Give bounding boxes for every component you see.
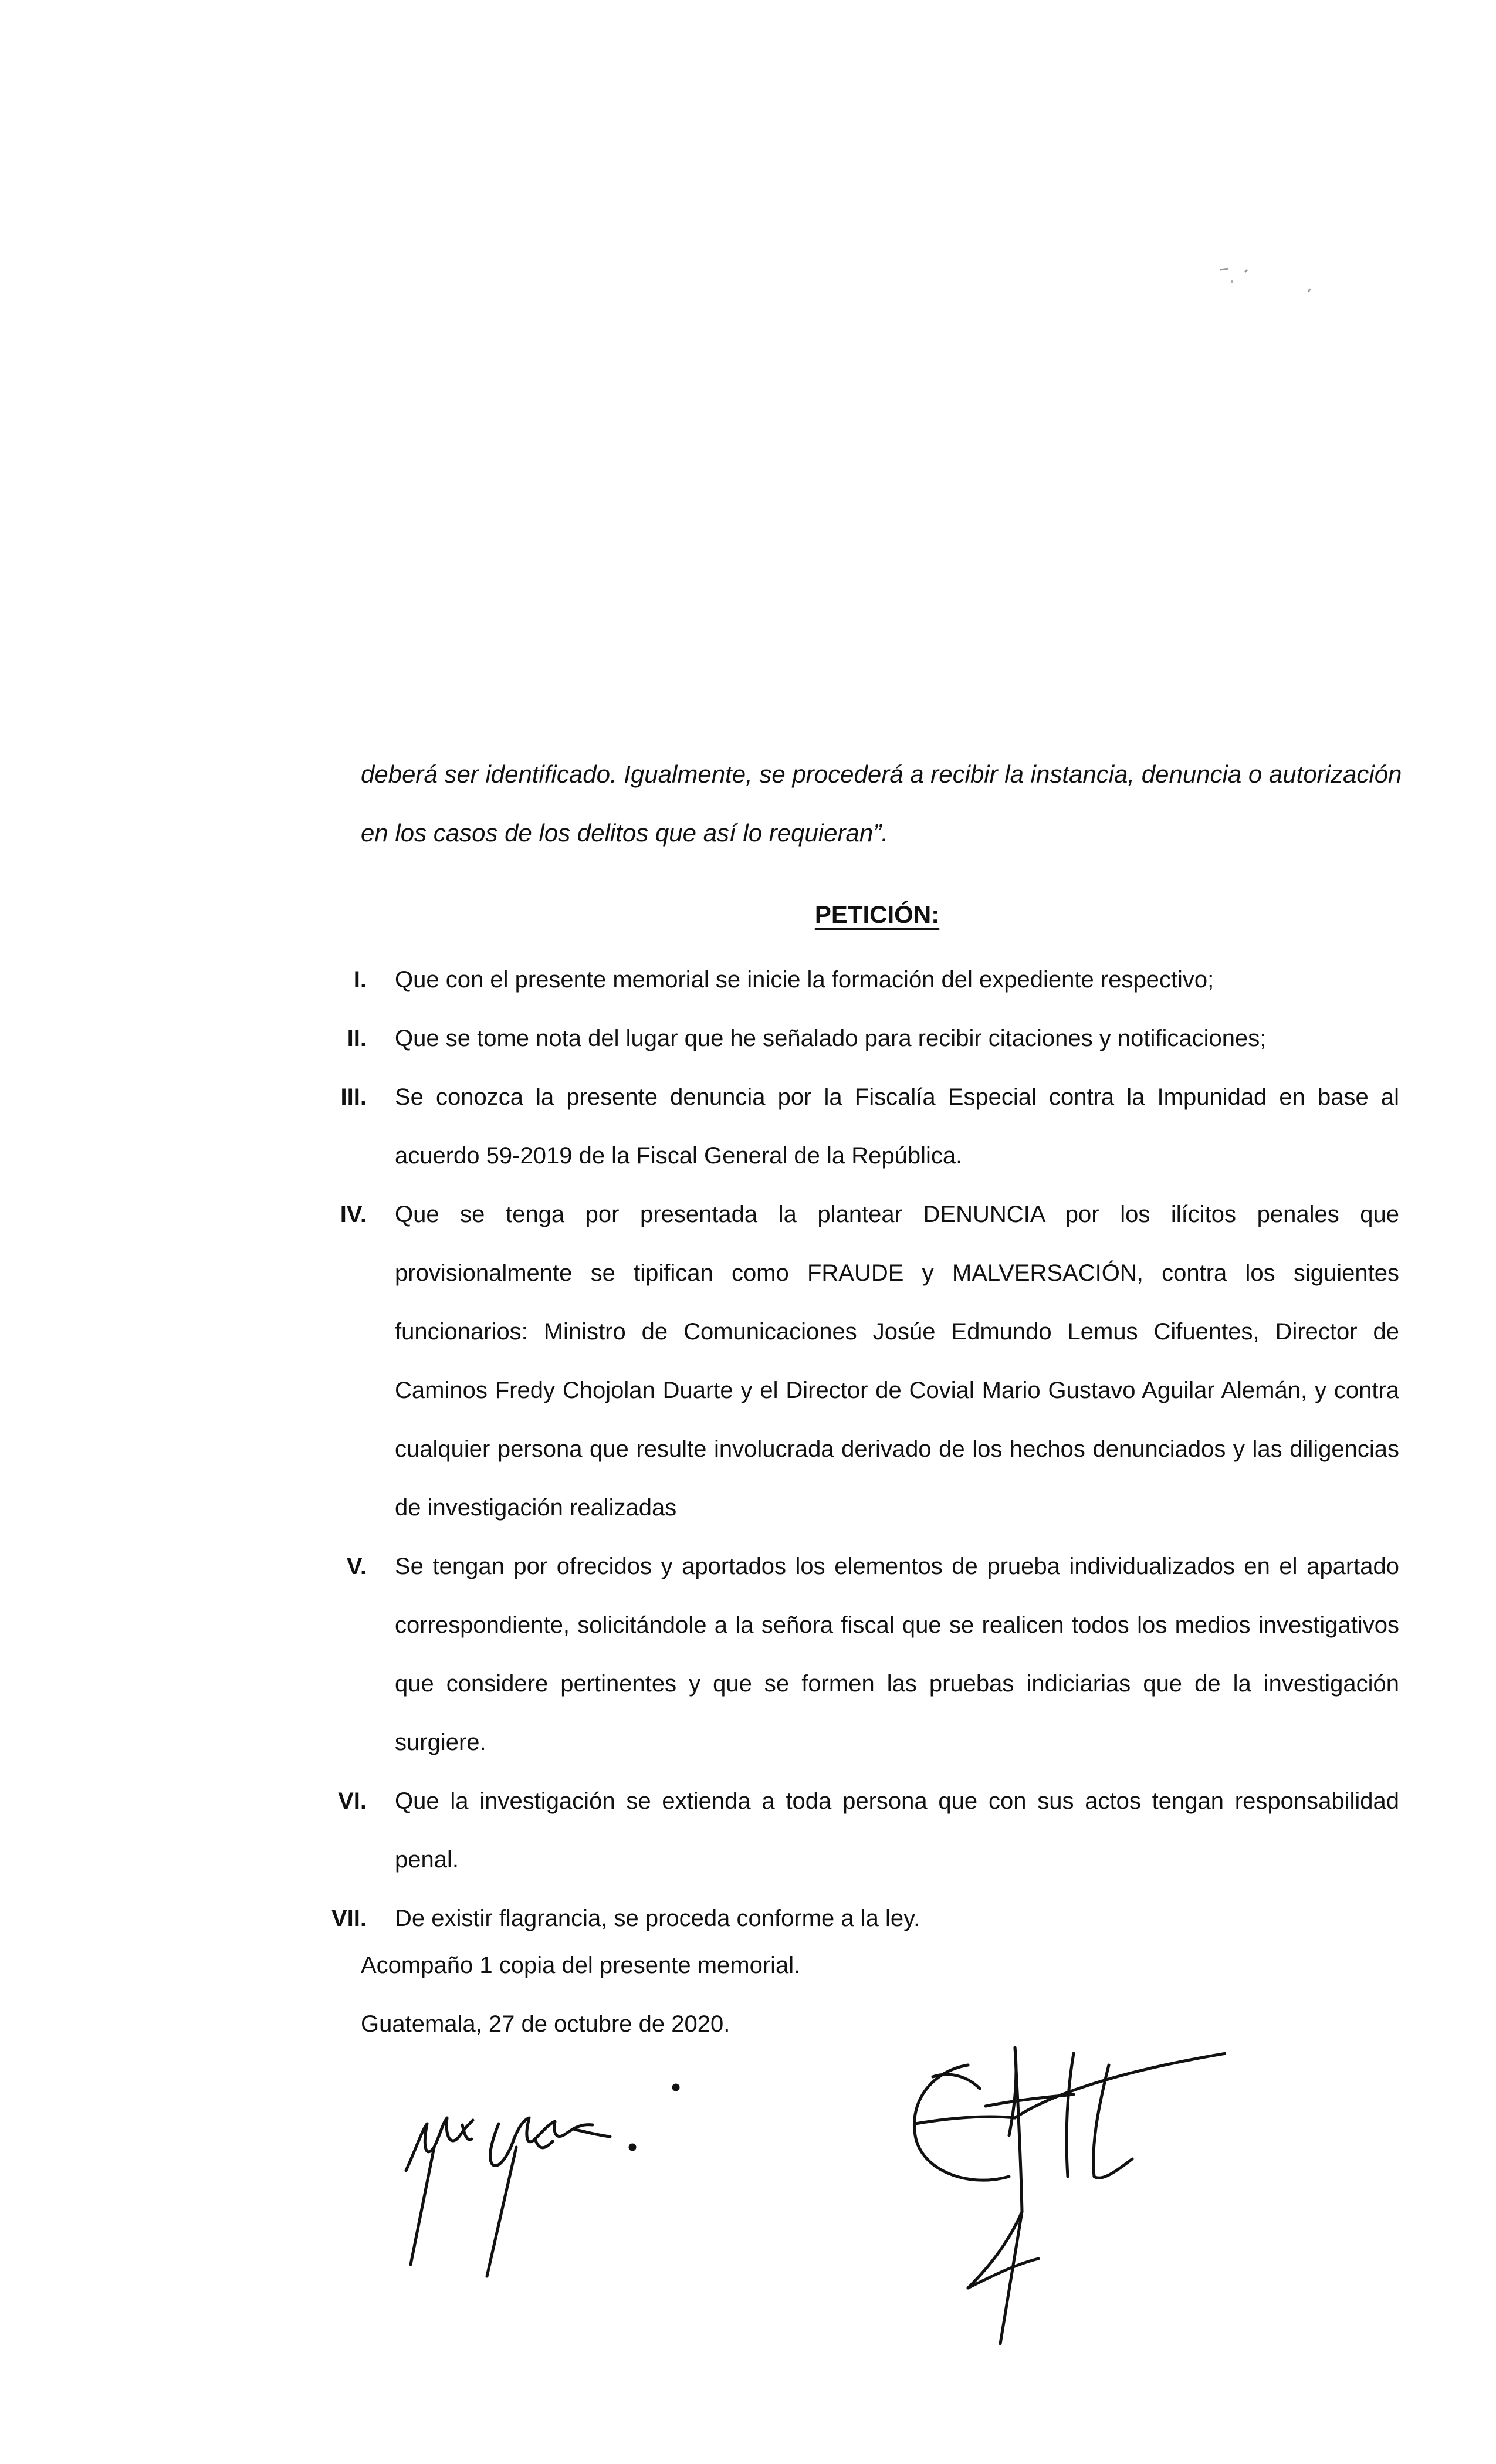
petition-text: Que con el presente memorial se inicie la formación del expediente respectivo; <box>395 967 1214 993</box>
petition-text: Se conozca la presente denuncia por la Fiscalía Especial contra la Impunidad en base al acuerdo 59-2019 de la Fiscal General de la República. <box>395 1084 1399 1169</box>
scan-speck-marks <box>1209 258 1326 299</box>
petition-text: Se tengan por ofrecidos y aportados los elementos de prueba individualizados en el apartado correspondiente, solicitándole a la señora fiscal que se realicen todos los medios investigativos que considere pertinentes y que se formen las pruebas indiciarias que de la investigación surgiere. <box>395 1553 1399 1755</box>
petition-numeral: VI. <box>338 1788 367 1814</box>
intro-line-2: en los casos de los delitos que así lo requieran”. <box>361 819 888 847</box>
petition-numeral: I. <box>353 967 367 993</box>
petition-numeral: II. <box>347 1025 367 1051</box>
petition-text: De existir flagrancia, se proceda conforme a la ley. <box>395 1905 920 1931</box>
petition-numeral: III. <box>340 1084 367 1110</box>
closing-block <box>361 1936 800 2053</box>
intro-line-1: deberá ser identificado. Igualmente, se procederá a recibir la instancia, denuncia o autorización <box>361 760 1402 788</box>
petition-heading: PETICIÓN: <box>814 901 940 928</box>
handwritten-signature-icon <box>399 2083 774 2282</box>
handwritten-signature-icon <box>898 2042 1226 2347</box>
petition-item-2 <box>293 1009 1399 1068</box>
petition-text: Que se tenga por presentada la plantear DENUNCIA por los ilícitos penales que provisionalmente se tipifican como FRAUDE y MALVERSACIÓN, contra los siguientes funcionarios: Ministro de Comunicaciones Josúe Edmundo Lemus Cifuentes, Director de Caminos Fredy Chojolan Duarte y el Director de Covial Mario Gustavo Aguilar Alemán, y contra cualquier persona que resulte involucrada derivado de los hechos denunciados y las diligencias de investigación realizadas <box>395 1201 1399 1521</box>
petition-item-1 <box>293 950 1399 1009</box>
petition-item-3 <box>293 1068 1399 1185</box>
petition-numeral: IV. <box>340 1201 367 1227</box>
petition-numeral: V. <box>346 1553 367 1579</box>
petition-list <box>293 950 1399 1948</box>
petition-item-5 <box>293 1537 1399 1772</box>
petition-text: Que la investigación se extienda a toda persona que con sus actos tengan responsabilidad penal. <box>395 1788 1399 1873</box>
petition-text: Que se tome nota del lugar que he señalado para recibir citaciones y notificaciones; <box>395 1025 1267 1051</box>
petition-numeral: VII. <box>331 1905 367 1931</box>
intro-paragraph <box>361 745 1402 862</box>
petition-item-6 <box>293 1772 1399 1889</box>
copies-note: Acompaño 1 copia del presente memorial. <box>361 1952 801 1978</box>
petition-item-4 <box>293 1185 1399 1537</box>
place-date: Guatemala, 27 de octubre de 2020. <box>361 2011 730 2037</box>
